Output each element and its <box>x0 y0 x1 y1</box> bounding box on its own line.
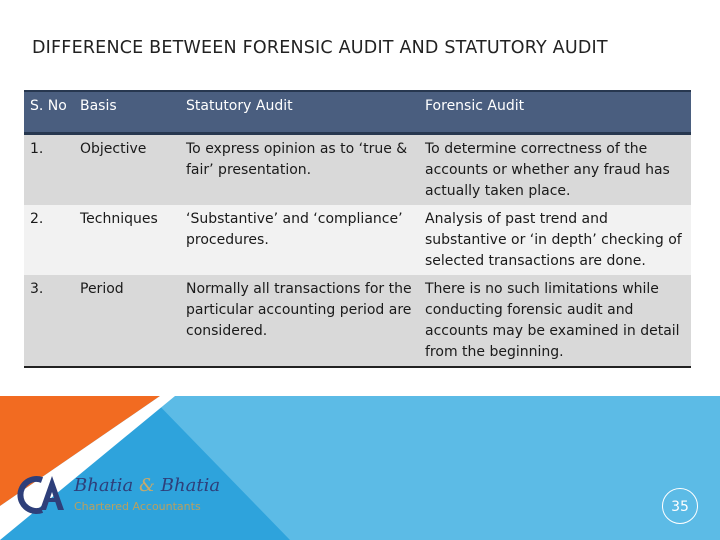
cell-forensic: To determine correctness of the accounts or whether any fraud has actually taken place. <box>425 140 670 199</box>
cell-sno: 3. <box>30 280 44 297</box>
header-forensic-audit: Forensic Audit <box>419 91 691 133</box>
logo-name-left: Bhatia <box>74 475 134 496</box>
cell-basis: Techniques <box>80 210 158 227</box>
cell-statutory: ‘Substantive’ and ‘compliance’ procedures. <box>186 210 403 248</box>
logo-name-right: Bhatia <box>160 475 221 496</box>
table-header-row <box>24 91 691 133</box>
comparison-table <box>24 90 691 368</box>
cell-sno: 1. <box>30 140 44 157</box>
cell-forensic: There is no such limitations while conducting forensic audit and accounts may be examined in detail from the beginning. <box>425 280 680 360</box>
page-number: 35 <box>662 488 698 524</box>
header-basis: Basis <box>74 91 180 133</box>
slide-title: DIFFERENCE BETWEEN FORENSIC AUDIT AND STATUTORY AUDIT <box>32 38 608 58</box>
table-row <box>24 275 691 367</box>
cell-basis: Period <box>80 280 124 297</box>
table-row <box>24 133 691 205</box>
ca-logo-icon <box>12 470 72 520</box>
table-row <box>24 205 691 275</box>
cell-basis: Objective <box>80 140 147 157</box>
logo-tagline: Chartered Accountants <box>74 500 201 513</box>
cell-statutory: To express opinion as to ‘true & fair’ presentation. <box>186 140 408 178</box>
header-statutory-audit: Statutory Audit <box>180 91 419 133</box>
cell-forensic: Analysis of past trend and substantive or ‘in depth’ checking of selected transactions are done. <box>425 210 682 269</box>
cell-sno: 2. <box>30 210 44 227</box>
firm-logo <box>12 470 252 520</box>
cell-statutory: Normally all transactions for the particular accounting period are considered. <box>186 280 412 339</box>
logo-ampersand: & <box>139 475 156 496</box>
logo-firm-name <box>74 475 220 496</box>
header-sno: S. No <box>24 91 74 133</box>
